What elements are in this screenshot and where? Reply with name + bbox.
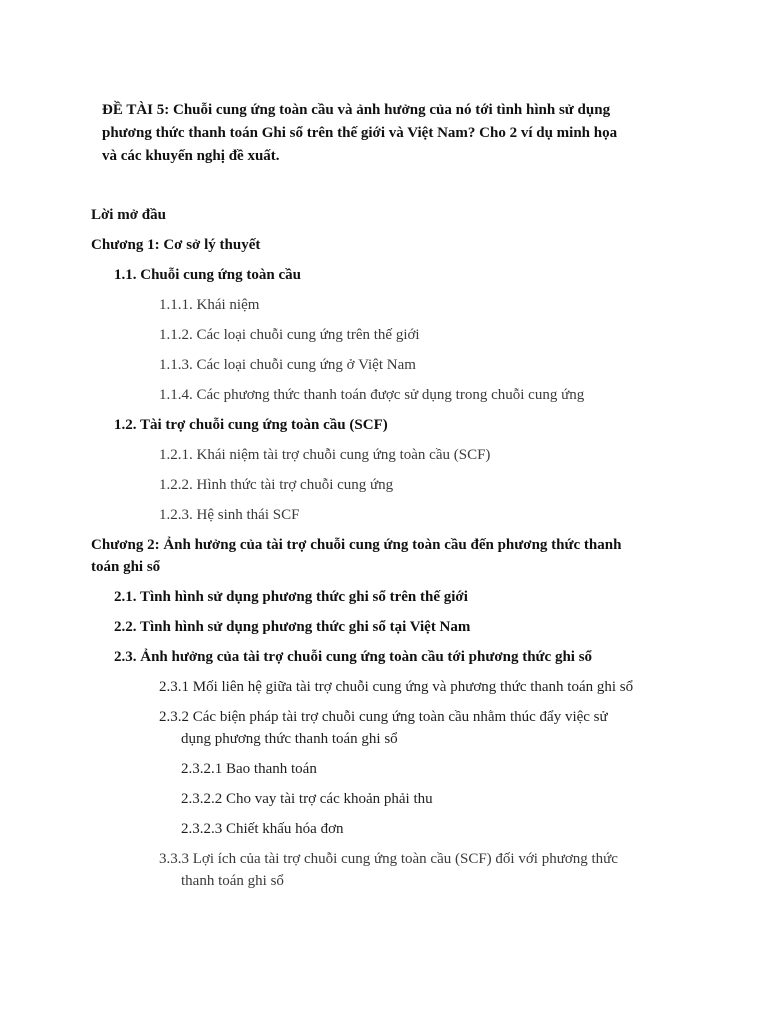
item-2-3-2-1: 2.3.2.1 Bao thanh toán <box>181 761 317 777</box>
heading-chapter-2-line-1: Chương 2: Ảnh hưởng của tài trợ chuỗi cung ứng toàn cầu đến phương thức thanh <box>91 537 622 553</box>
subsection-1-1-1: 1.1.1. Khái niệm <box>159 297 260 313</box>
heading-chapter-1: Chương 1: Cơ sở lý thuyết <box>91 237 261 253</box>
section-2-2: 2.2. Tình hình sử dụng phương thức ghi sổ tại Việt Nam <box>114 619 471 635</box>
subsection-3-3-3-line-1: 3.3.3 Lợi ích của tài trợ chuỗi cung ứng toàn cầu (SCF) đối với phương thức <box>159 851 618 867</box>
subsection-1-2-3: 1.2.3. Hệ sinh thái SCF <box>159 507 300 523</box>
subsection-1-1-2: 1.1.2. Các loại chuỗi cung ứng trên thế giới <box>159 327 420 343</box>
subsection-3-3-3-line-2: thanh toán ghi sổ <box>181 873 284 889</box>
section-2-3: 2.3. Ảnh hưởng của tài trợ chuỗi cung ứng toàn cầu tới phương thức ghi sổ <box>114 649 593 665</box>
subsection-2-3-2-line-1: 2.3.2 Các biện pháp tài trợ chuỗi cung ứng toàn cầu nhằm thúc đẩy việc sử <box>159 709 608 725</box>
item-2-3-2-3: 2.3.2.3 Chiết khấu hóa đơn <box>181 821 344 837</box>
subsection-2-3-1: 2.3.1 Mối liên hệ giữa tài trợ chuỗi cung ứng và phương thức thanh toán ghi sổ <box>159 679 634 695</box>
title-line-3: và các khuyến nghị đề xuất. <box>102 148 280 164</box>
heading-intro: Lời mở đầu <box>91 207 166 223</box>
subsection-1-1-3: 1.1.3. Các loại chuỗi cung ứng ở Việt Nam <box>159 357 416 373</box>
item-2-3-2-2: 2.3.2.2 Cho vay tài trợ các khoản phải thu <box>181 791 433 807</box>
section-1-1: 1.1. Chuỗi cung ứng toàn cầu <box>114 267 301 283</box>
heading-chapter-2-line-2: toán ghi sổ <box>91 559 161 575</box>
subsection-1-2-2: 1.2.2. Hình thức tài trợ chuỗi cung ứng <box>159 477 394 493</box>
subsection-1-2-1: 1.2.1. Khái niệm tài trợ chuỗi cung ứng toàn cầu (SCF) <box>159 447 491 463</box>
subsection-1-1-4: 1.1.4. Các phương thức thanh toán được sử dụng trong chuỗi cung ứng <box>159 387 585 403</box>
section-1-2: 1.2. Tài trợ chuỗi cung ứng toàn cầu (SCF) <box>114 417 388 433</box>
subsection-2-3-2-line-2: dụng phương thức thanh toán ghi sổ <box>181 731 398 747</box>
title-line-2: phương thức thanh toán Ghi sổ trên thế giới và Việt Nam? Cho 2 ví dụ minh họa <box>102 125 618 141</box>
section-2-1: 2.1. Tình hình sử dụng phương thức ghi sổ trên thế giới <box>114 589 468 605</box>
title-line-1: ĐỀ TÀI 5: Chuỗi cung ứng toàn cầu và ảnh hưởng của nó tới tình hình sử dụng <box>102 102 611 118</box>
